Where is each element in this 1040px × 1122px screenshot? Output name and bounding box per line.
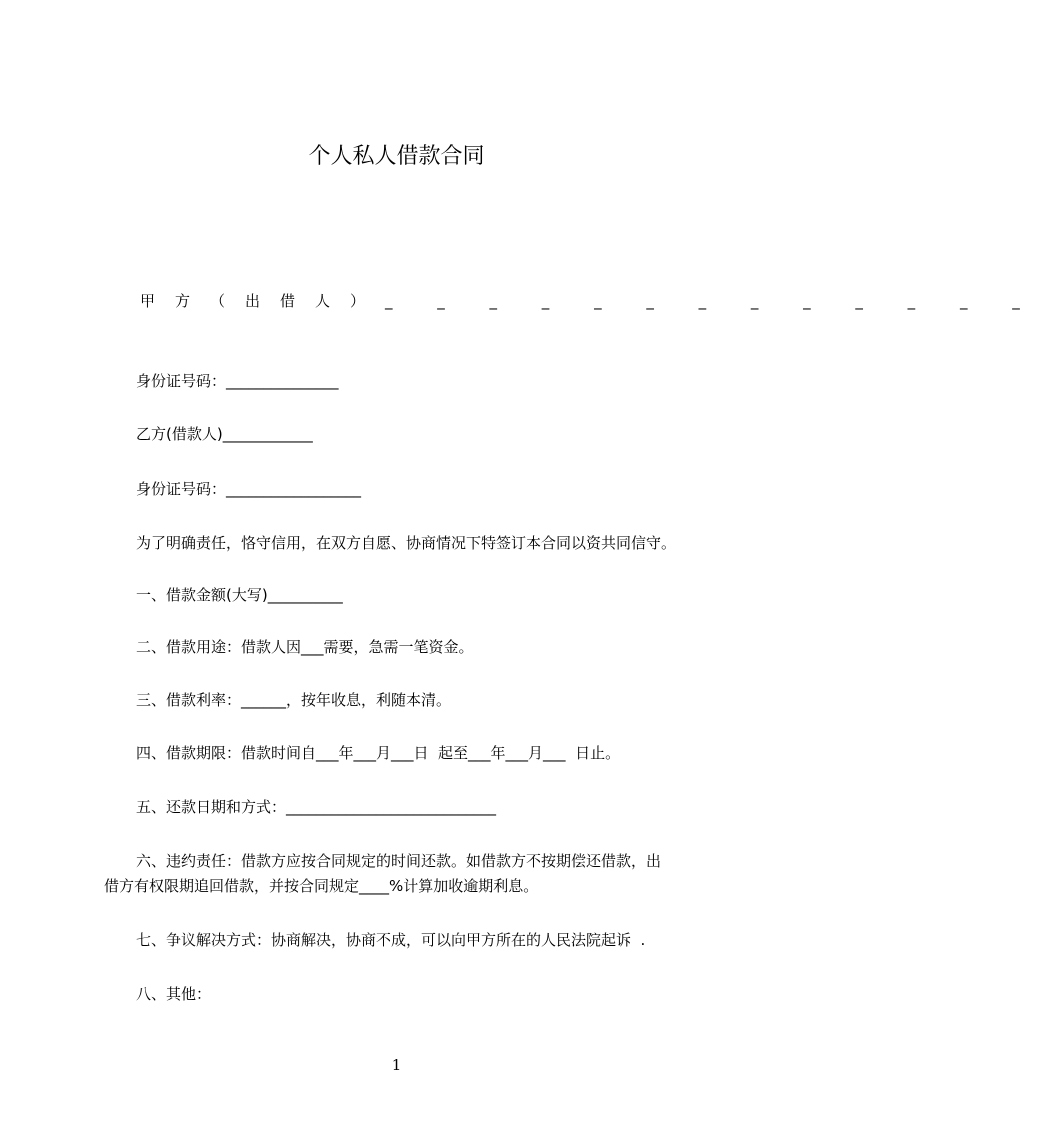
clause-8-other: 八、其他： xyxy=(136,985,212,1003)
clause-4-loan-term: 四、借款期限：借款时间自___年___月___日 起至___年___月___ 日止。 xyxy=(136,744,621,762)
party-a-line: 甲方（出借人）_ _ _ _ _ _ _ _ _ _ _ _ _ xyxy=(140,292,1040,310)
party-a-id-line: 身份证号码：_______________ xyxy=(136,372,339,390)
clause-6-liability-line-2: 借方有权限期追回借款，并按合同规定____%计算加收逾期利息。 xyxy=(104,877,539,895)
clause-2-loan-purpose: 二、借款用途：借款人因___需要，急需一笔资金。 xyxy=(136,638,474,656)
party-b-line: 乙方(借款人)____________ xyxy=(136,425,313,443)
clause-7-dispute-resolution: 七、争议解决方式：协商解决，协商不成，可以向甲方所在的人民法院起诉 . xyxy=(136,931,646,949)
preamble-paragraph: 为了明确责任，恪守信用，在双方自愿、协商情况下特签订本合同以资共同信守。 xyxy=(136,534,677,552)
party-b-id-line: 身份证号码：__________________ xyxy=(136,480,362,498)
clause-6-liability-line-1: 六、违约责任：借款方应按合同规定的时间还款。如借款方不按期偿还借款，出 xyxy=(136,852,662,870)
clause-5-repayment: 五、还款日期和方式：____________________________ xyxy=(136,798,497,816)
clause-3-interest-rate: 三、借款利率：______，按年收息，利随本清。 xyxy=(136,691,452,709)
page-number: 1 xyxy=(391,1056,402,1074)
document-title: 个人私人借款合同 xyxy=(308,144,485,169)
clause-1-loan-amount: 一、借款金额(大写)__________ xyxy=(136,586,343,604)
